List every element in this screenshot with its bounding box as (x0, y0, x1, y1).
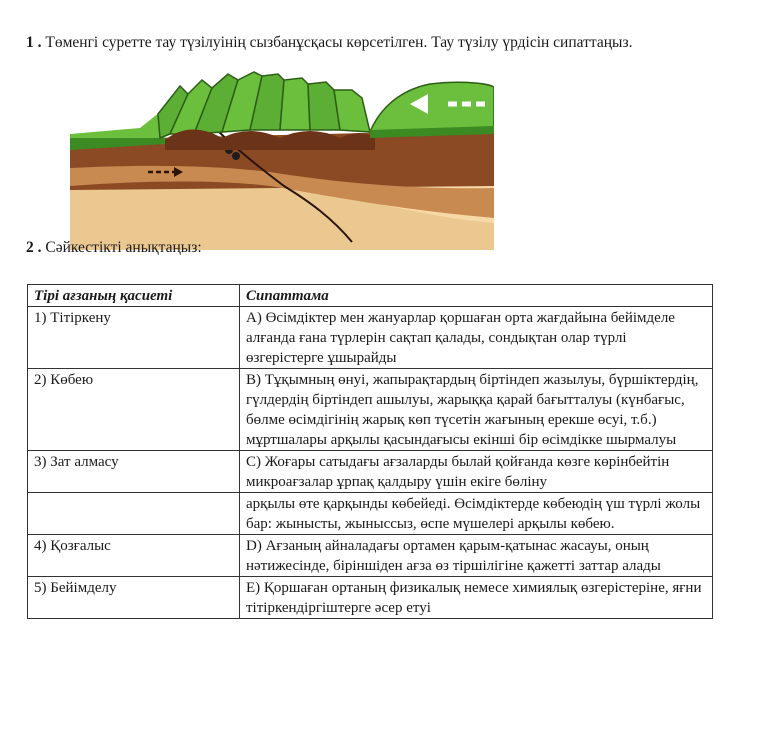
table-row (28, 307, 713, 369)
header-description: Сипаттама (240, 285, 713, 307)
left-push-arrow (86, 100, 148, 120)
table-row (28, 493, 713, 535)
right-plate (370, 82, 494, 132)
table-header-row (28, 285, 713, 307)
matching-table (27, 284, 713, 619)
table-row (28, 369, 713, 451)
property-cell: 1) Тітіркену (28, 307, 240, 369)
table-row (28, 451, 713, 493)
description-cell: Е) Қоршаған ортаның физикалық немесе химиялық өзгерістеріне, яғни тітіркендіргіштерге әсер етуі (240, 577, 713, 619)
header-property: Тірі ағзаның қасиеті (28, 285, 240, 307)
description-cell: В) Тұқымның өнуі, жапырақтардың біртіндеп жазылуы, бүршіктердің, гүлдердің біртіндеп ашылуы, жарыққа қарай бағытталуы (күнбағыс, бөлме өсімдігінің жарық көп түсетін жағының ерекше өсуі, т.б.) мұртшалары арқылы қасындағысы екінші бір өсімдікке шырмалуы (240, 369, 713, 451)
question-1-text: Төменгі суретте тау түзілуінің сызбанұсқасы көрсетілген. Тау түзілу үрдісін сипаттаңыз. (45, 34, 633, 51)
folded-mountains (158, 72, 375, 150)
property-cell: 2) Көбею (28, 369, 240, 451)
description-cell: С) Жоғары сатыдағы ағзаларды былай қойғанда көзге көрінбейтін микроағзалар ұрпақ қалдыру үшін екіге бөліну (240, 451, 713, 493)
description-cell: арқылы өте қарқынды көбейеді. Өсімдіктерде көбеюдің үш түрлі жолы бар: жынысты, жыныссыз, өспе мүшелері арқылы көбею. (240, 493, 713, 535)
table-row (28, 577, 713, 619)
description-cell: D) Ағзаның айналадағы ортамен қарым-қатынас жасауы, оның нәтижесінде, біріншіден ағза өз тіршілігіне қажетті заттар алады (240, 535, 713, 577)
property-cell: 4) Қозғалыс (28, 535, 240, 577)
description-cell: А) Өсімдіктер мен жануарлар қоршаған орта жағдайына бейімделе алғанда ғана түрлерін сақтап қалады, сондықтан олар түрлі өзгерістерге ұшырайды (240, 307, 713, 369)
property-cell: 3) Зат алмасу (28, 451, 240, 493)
mountain-formation-diagram (70, 68, 494, 250)
property-cell: 5) Бейімделу (28, 577, 240, 619)
question-1 (26, 34, 632, 52)
question-2-number: 2 . (26, 239, 42, 256)
table-row (28, 535, 713, 577)
question-1-number: 1 . (26, 34, 42, 51)
question-2-text: Сәйкестікті анықтаңыз: (45, 239, 202, 256)
property-cell (28, 493, 240, 535)
question-2 (26, 239, 202, 257)
